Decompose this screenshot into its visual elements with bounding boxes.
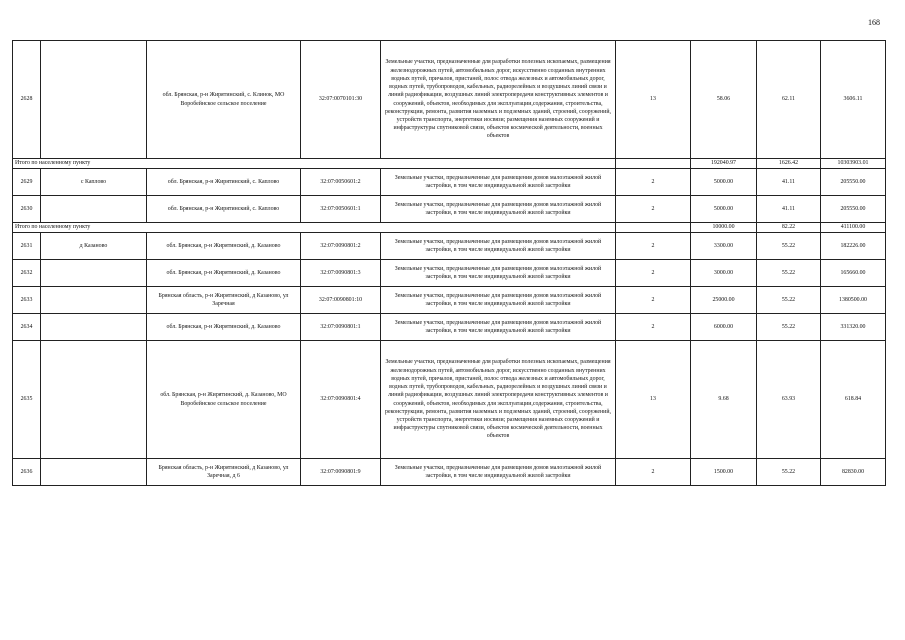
- address-cell: обл. Брянская, р-н Жирятинский, д. Казаново, МО Воробейнское сельское поселение: [147, 341, 301, 459]
- row-number: 2634: [13, 314, 41, 341]
- code-cell: 13: [616, 41, 691, 159]
- value-cell: 10303903.01: [821, 159, 886, 169]
- address-cell: обл. Брянская, р-н Жирятинский, с. Каплово: [147, 169, 301, 196]
- code-cell: 2: [616, 459, 691, 486]
- subtotal-label: Итого по населенному пункту: [13, 223, 616, 233]
- code-cell: 2: [616, 233, 691, 260]
- code-cell: [616, 159, 691, 169]
- land-use-description: Земельные участки, предназначенные для размещения домов малоэтажной жилой застройки, в том числе индивидуальной жилой застройки: [381, 287, 616, 314]
- table-body: [13, 41, 886, 486]
- locality-cell: [41, 41, 147, 159]
- table-row: [13, 233, 886, 260]
- rate-cell: 41.11: [757, 169, 821, 196]
- cadastral-number: 32:07:0090801:10: [301, 287, 381, 314]
- page-number: 168: [868, 18, 880, 27]
- address-cell: обл. Брянская, р-н Жирятинский, д. Казаново: [147, 233, 301, 260]
- value-cell: 165660.00: [821, 260, 886, 287]
- land-registry-table: [12, 40, 886, 486]
- address-cell: обл. Брянская, р-н Жирятинский, д. Казаново: [147, 260, 301, 287]
- table-row: [13, 341, 886, 459]
- address-cell: обл. Брянская, р-н Жирятинский, с. Клинок, МО Воробейнское сельское поселение: [147, 41, 301, 159]
- value-cell: 182226.00: [821, 233, 886, 260]
- locality-cell: д Казаново: [41, 233, 147, 260]
- value-cell: 82830.00: [821, 459, 886, 486]
- area-cell: 25000.00: [691, 287, 757, 314]
- code-cell: 13: [616, 341, 691, 459]
- rate-cell: 62.11: [757, 41, 821, 159]
- code-cell: [616, 223, 691, 233]
- cadastral-number: 32:07:0090801:4: [301, 341, 381, 459]
- rate-cell: 55.22: [757, 459, 821, 486]
- subtotal-row: [13, 223, 886, 233]
- row-number: 2631: [13, 233, 41, 260]
- area-cell: 10000.00: [691, 223, 757, 233]
- row-number: 2632: [13, 260, 41, 287]
- rate-cell: 55.22: [757, 314, 821, 341]
- rate-cell: 55.22: [757, 287, 821, 314]
- subtotal-row: [13, 159, 886, 169]
- cadastral-number: 32:07:0090801:1: [301, 314, 381, 341]
- table-row: [13, 41, 886, 159]
- locality-cell: [41, 341, 147, 459]
- value-cell: 331320.00: [821, 314, 886, 341]
- rate-cell: 1626.42: [757, 159, 821, 169]
- rate-cell: 55.22: [757, 233, 821, 260]
- land-use-description: Земельные участки, предназначенные для разработки полезных ископаемых, размещения железнодорожных путей, автомобильных дорог, искусственно созданных внутренних водных путей, причалов, пристаней, полос отвода железных и автомобильных дорог, водных путей, трубопроводов, кабельных, радиорелейных и воздушных линий связи и линий радиофикации, воздушных линий электропередачи конструктивных элементов и сооружений, объектов, необходимых для эксплуатации,содержания, строительства, реконструкции, ремонта, развития наземных и подземных зданий, строений, сооружений, устройств транспорта, энергетики иосвязи; размещения наземных сооружений и инфраструктуры спутниковой связи, объектов космической деятельности, военных объектов: [381, 341, 616, 459]
- cadastral-number: 32:07:0090801:9: [301, 459, 381, 486]
- land-use-description: Земельные участки, предназначенные для размещения домов малоэтажной жилой застройки, в том числе индивидуальной жилой застройки: [381, 169, 616, 196]
- cadastral-number: 32:07:0070101:30: [301, 41, 381, 159]
- table-row: [13, 459, 886, 486]
- area-cell: 58.06: [691, 41, 757, 159]
- land-use-description: Земельные участки, предназначенные для размещения домов малоэтажной жилой застройки, в том числе индивидуальной жилой застройки: [381, 314, 616, 341]
- area-cell: 9.68: [691, 341, 757, 459]
- row-number: 2630: [13, 196, 41, 223]
- locality-cell: [41, 260, 147, 287]
- land-use-description: Земельные участки, предназначенные для разработки полезных ископаемых, размещения железнодорожных путей, автомобильных дорог, искусственно созданных внутренних водных путей, причалов, пристаней, полос отвода железных и автомобильных дорог, водных путей, трубопроводов, кабельных, радиорелейных и воздушных линий связи и линий радиофикации, воздушных линий электропередачи конструктивных элементов и сооружений, объектов, необходимых для эксплуатации,содержания, строительства, реконструкции, ремонта, развития наземных и подземных зданий, строений, сооружений, устройств транспорта, энергетики иосвязи; размещения наземных сооружений и инфраструктуры спутниковой связи, объектов космической деятельности, военных объектов: [381, 41, 616, 159]
- locality-cell: с Каплово: [41, 169, 147, 196]
- subtotal-label: Итого по населенному пункту: [13, 159, 616, 169]
- cadastral-number: 32:07:0050601:1: [301, 196, 381, 223]
- land-use-description: Земельные участки, предназначенные для размещения домов малоэтажной жилой застройки, в том числе индивидуальной жилой застройки: [381, 233, 616, 260]
- area-cell: 5000.00: [691, 169, 757, 196]
- locality-cell: [41, 314, 147, 341]
- rate-cell: 63.93: [757, 341, 821, 459]
- land-use-description: Земельные участки, предназначенные для размещения домов малоэтажной жилой застройки, в том числе индивидуальной жилой застройки: [381, 196, 616, 223]
- code-cell: 2: [616, 314, 691, 341]
- value-cell: 205550.00: [821, 169, 886, 196]
- table-row: [13, 260, 886, 287]
- address-cell: обл. Брянская, р-н Жирятинский, с. Каплово: [147, 196, 301, 223]
- rate-cell: 41.11: [757, 196, 821, 223]
- cadastral-number: 32:07:0090801:3: [301, 260, 381, 287]
- table-row: [13, 169, 886, 196]
- row-number: 2629: [13, 169, 41, 196]
- code-cell: 2: [616, 196, 691, 223]
- locality-cell: [41, 287, 147, 314]
- row-number: 2633: [13, 287, 41, 314]
- area-cell: 3300.00: [691, 233, 757, 260]
- address-cell: обл. Брянская, р-н Жирятинский, д. Казаново: [147, 314, 301, 341]
- address-cell: Брянская область, р-н Жирятинский, д Казаново, ул Заречная: [147, 287, 301, 314]
- rate-cell: 82.22: [757, 223, 821, 233]
- value-cell: 205550.00: [821, 196, 886, 223]
- cadastral-number: 32:07:0090801:2: [301, 233, 381, 260]
- locality-cell: [41, 196, 147, 223]
- value-cell: 3606.11: [821, 41, 886, 159]
- rate-cell: 55.22: [757, 260, 821, 287]
- area-cell: 5000.00: [691, 196, 757, 223]
- address-cell: Брянская область, р-н Жирятинский, д Казаново, ул Заречная, д 6: [147, 459, 301, 486]
- code-cell: 2: [616, 169, 691, 196]
- row-number: 2636: [13, 459, 41, 486]
- code-cell: 2: [616, 260, 691, 287]
- table-row: [13, 314, 886, 341]
- cadastral-number: 32:07:0050601:2: [301, 169, 381, 196]
- area-cell: 6000.00: [691, 314, 757, 341]
- table-row: [13, 287, 886, 314]
- row-number: 2628: [13, 41, 41, 159]
- locality-cell: [41, 459, 147, 486]
- row-number: 2635: [13, 341, 41, 459]
- area-cell: 192040.97: [691, 159, 757, 169]
- value-cell: 1380500.00: [821, 287, 886, 314]
- table-row: [13, 196, 886, 223]
- land-use-description: Земельные участки, предназначенные для размещения домов малоэтажной жилой застройки, в том числе индивидуальной жилой застройки: [381, 260, 616, 287]
- area-cell: 3000.00: [691, 260, 757, 287]
- code-cell: 2: [616, 287, 691, 314]
- value-cell: 411100.00: [821, 223, 886, 233]
- area-cell: 1500.00: [691, 459, 757, 486]
- value-cell: 618.84: [821, 341, 886, 459]
- land-use-description: Земельные участки, предназначенные для размещения домов малоэтажной жилой застройки, в том числе индивидуальной жилой застройки: [381, 459, 616, 486]
